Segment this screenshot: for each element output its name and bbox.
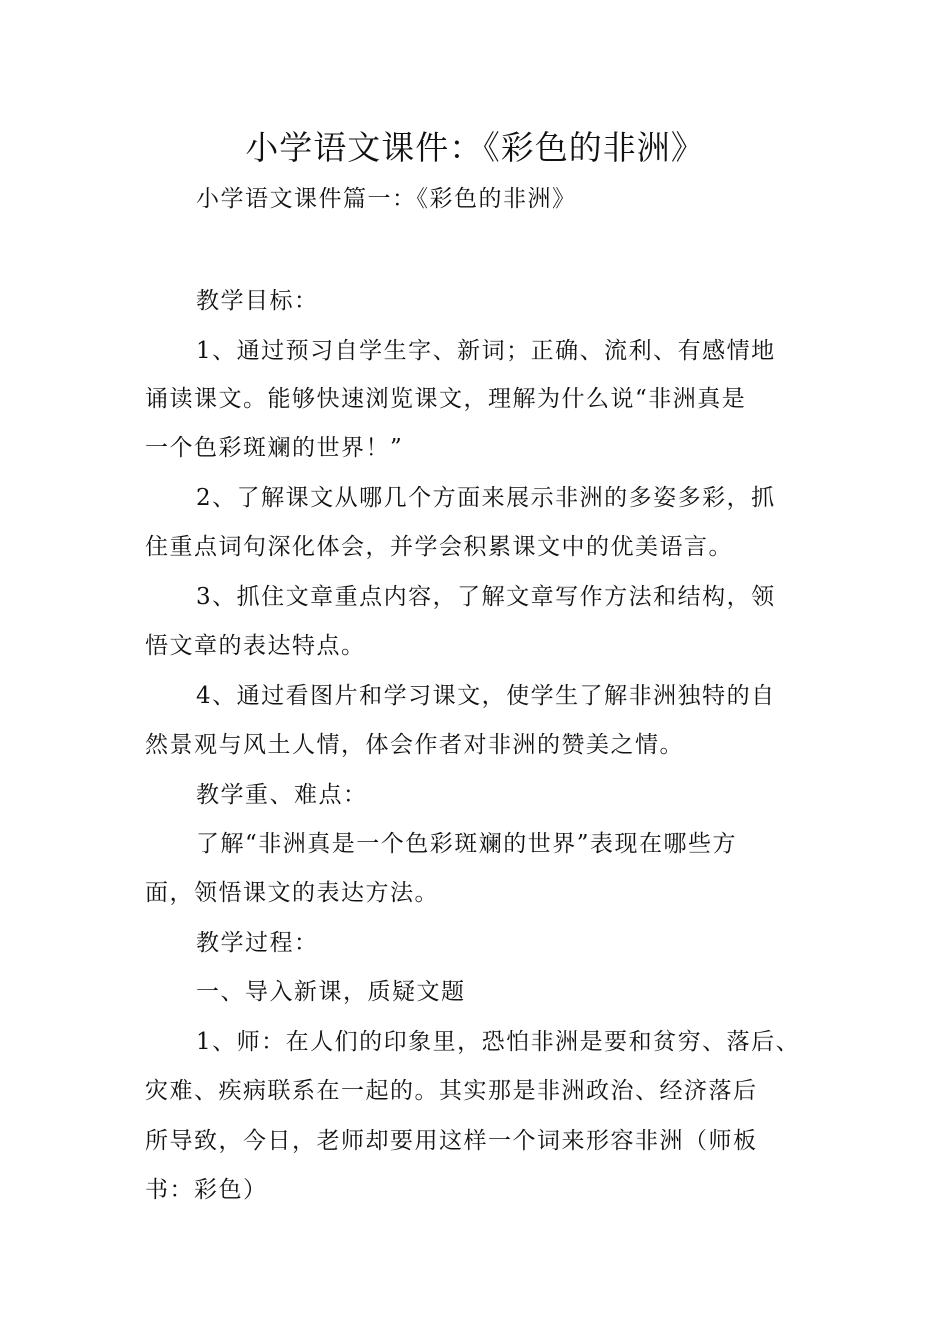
paragraph-line: 2、了解课文从哪几个方面来展示非洲的多姿多彩，抓 (196, 485, 776, 511)
subtitle-line: 小学语文课件篇一：《彩色的非洲》 (196, 186, 577, 212)
paragraph-line: 了解“非洲真是一个色彩斑斓的世界”表现在哪些方 (196, 831, 738, 857)
heading-teaching-goals: 教学目标： (196, 288, 319, 314)
paragraph-line: 1、师：在人们的印象里，恐怕非洲是要和贫穷、落后、 (196, 1029, 801, 1055)
paragraph-line: 1、通过预习自学生字、新词；正确、流利、有感情地 (196, 338, 776, 364)
paragraph-line: 所导致，今日，老师却要用这样一个词来形容非洲（师板 (145, 1128, 758, 1154)
paragraph-line: 面，领悟课文的表达方法。 (145, 880, 439, 906)
paragraph-line: 悟文章的表达特点。 (145, 633, 366, 659)
paragraph-line: 然景观与风土人情，体会作者对非洲的赞美之情。 (145, 732, 684, 758)
paragraph-line: 诵读课文。能够快速浏览课文，理解为什么说“非洲真是 (145, 386, 747, 412)
paragraph-line: 书：彩色） (145, 1177, 268, 1203)
document-title: 小学语文课件：《彩色的非洲》 (245, 128, 705, 167)
section-heading: 一、导入新课，质疑文题 (196, 979, 466, 1005)
paragraph-line: 灾难、疾病联系在一起的。其实那是非洲政治、经济落后 (145, 1078, 758, 1104)
paragraph-line: 4、通过看图片和学习课文，使学生了解非洲独特的自 (196, 683, 776, 709)
paragraph-line: 住重点词句深化体会，并学会积累课文中的优美语言。 (145, 534, 733, 560)
paragraph-line: 一个色彩斑斓的世界！” (145, 435, 404, 461)
heading-teaching-process: 教学过程： (196, 930, 319, 956)
paragraph-line: 3、抓住文章重点内容，了解文章写作方法和结构，领 (196, 584, 776, 610)
heading-key-points: 教学重、难点： (196, 782, 368, 808)
